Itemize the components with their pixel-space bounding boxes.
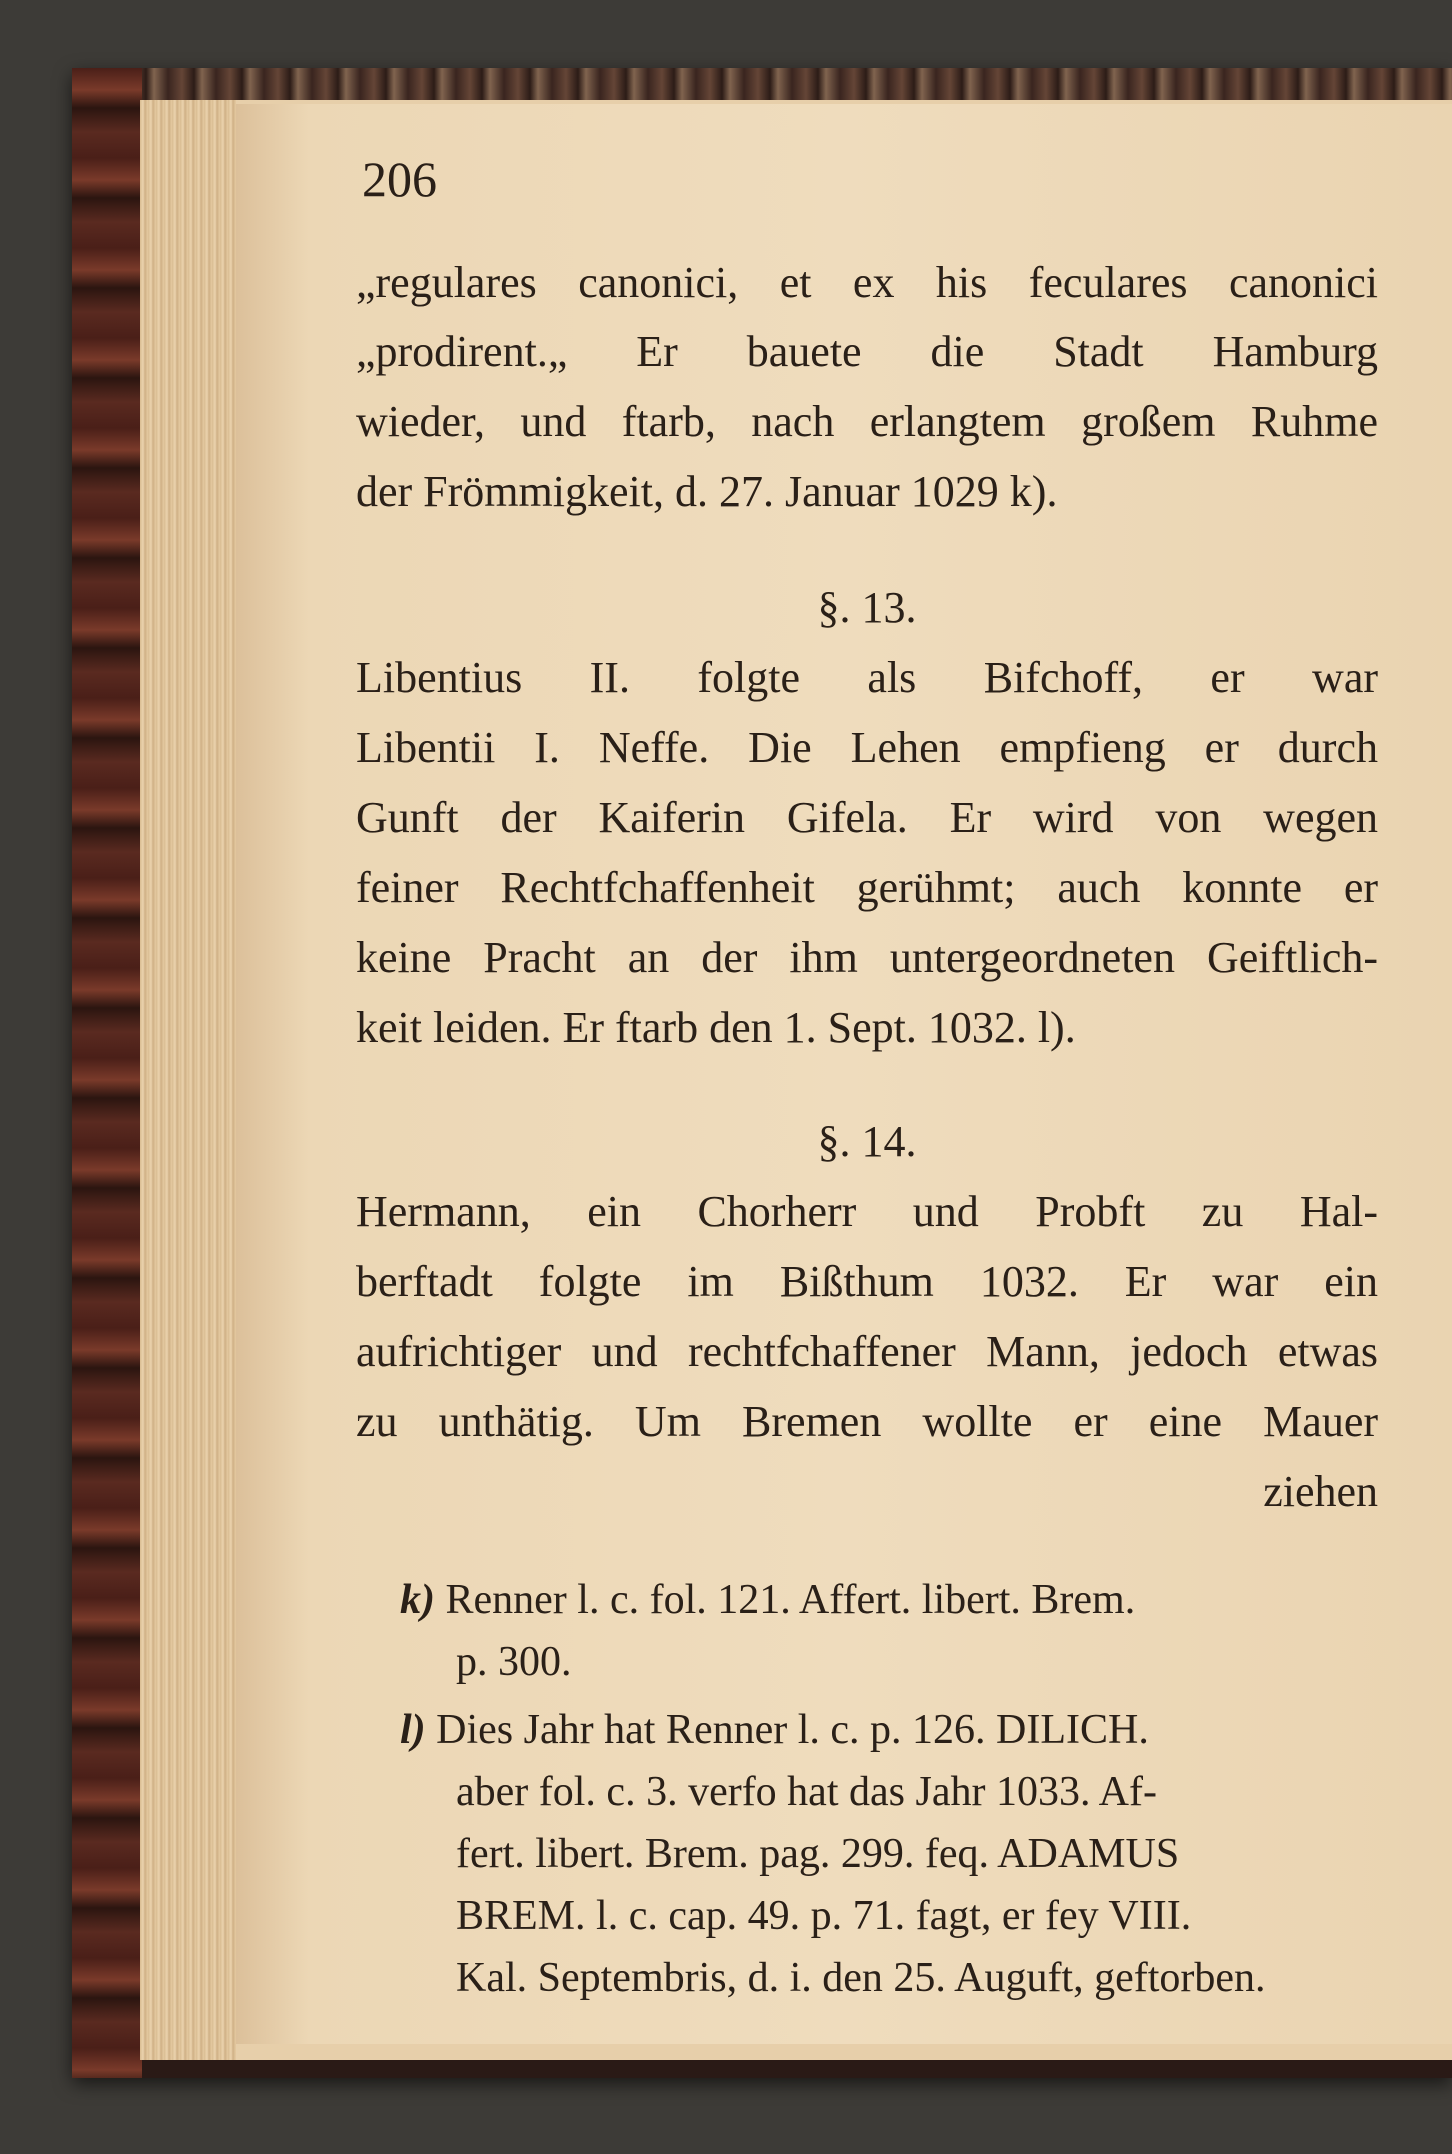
footnote-l-line: aber fol. c. 3. verfo hat das Jahr 1033. Af-: [456, 1769, 1157, 1815]
text-line: berftadt folgte im Bißthum 1032. Er war ein: [356, 1257, 1378, 1306]
catchword: ziehen: [1263, 1467, 1378, 1516]
text-line: keit leiden. Er ftarb den 1. Sept. 1032. l).: [356, 1003, 1076, 1052]
section-heading-14: §. 14.: [817, 1117, 917, 1166]
text-line: der Frömmigkeit, d. 27. Januar 1029 k).: [356, 467, 1058, 516]
footnote-k-continuation: p. 300.: [456, 1639, 572, 1685]
footnote-k: [400, 1572, 1400, 1628]
page-number: 206: [362, 151, 437, 207]
text-line: feiner Rechtfchaffenheit gerühmt; auch konnte er: [356, 863, 1378, 912]
footnote-text: Renner l. c. fol. 121. Affert. libert. Brem.: [445, 1577, 1136, 1623]
footnote-l-line: BREM. l. c. cap. 49. p. 71. fagt, er fey VIII.: [456, 1893, 1192, 1939]
section-heading-13: §. 13.: [817, 583, 917, 632]
footnote-marker: l): [400, 1707, 426, 1753]
text-line: „regulares canonici, et ex his feculares canonici: [356, 258, 1378, 307]
footnote-l: [400, 1702, 1400, 1758]
footnote-text: Dies Jahr hat Renner l. c. p. 126. DILICH.: [436, 1707, 1149, 1753]
cover-marbled-edge: [72, 68, 142, 2078]
page-edges: [140, 100, 236, 2060]
footnote-l-line: fert. libert. Brem. pag. 299. feq. ADAMUS: [456, 1831, 1180, 1877]
text-line: Libentii I. Neffe. Die Lehen empfieng er durch: [356, 723, 1378, 772]
text-line: keine Pracht an der ihm untergeordneten Geiftlich-: [356, 933, 1378, 982]
footnote-l-line: Kal. Septembris, d. i. den 25. Auguft, geftorben.: [456, 1955, 1266, 2001]
text-line: aufrichtiger und rechtfchaffener Mann, jedoch etwas: [356, 1327, 1378, 1376]
text-line: Hermann, ein Chorherr und Probft zu Hal-: [356, 1187, 1378, 1236]
footnote-marker: k): [400, 1577, 435, 1623]
text-line: Libentius II. folgte als Bifchoff, er war: [356, 653, 1378, 702]
text-line: zu unthätig. Um Bremen wollte er eine Mauer: [356, 1397, 1378, 1446]
text-line: Gunft der Kaiferin Gifela. Er wird von wegen: [356, 793, 1378, 842]
text-line: „prodirent.„ Er bauete die Stadt Hamburg: [356, 327, 1378, 376]
text-line: wieder, und ftarb, nach erlangtem großem Ruhme: [356, 397, 1378, 446]
